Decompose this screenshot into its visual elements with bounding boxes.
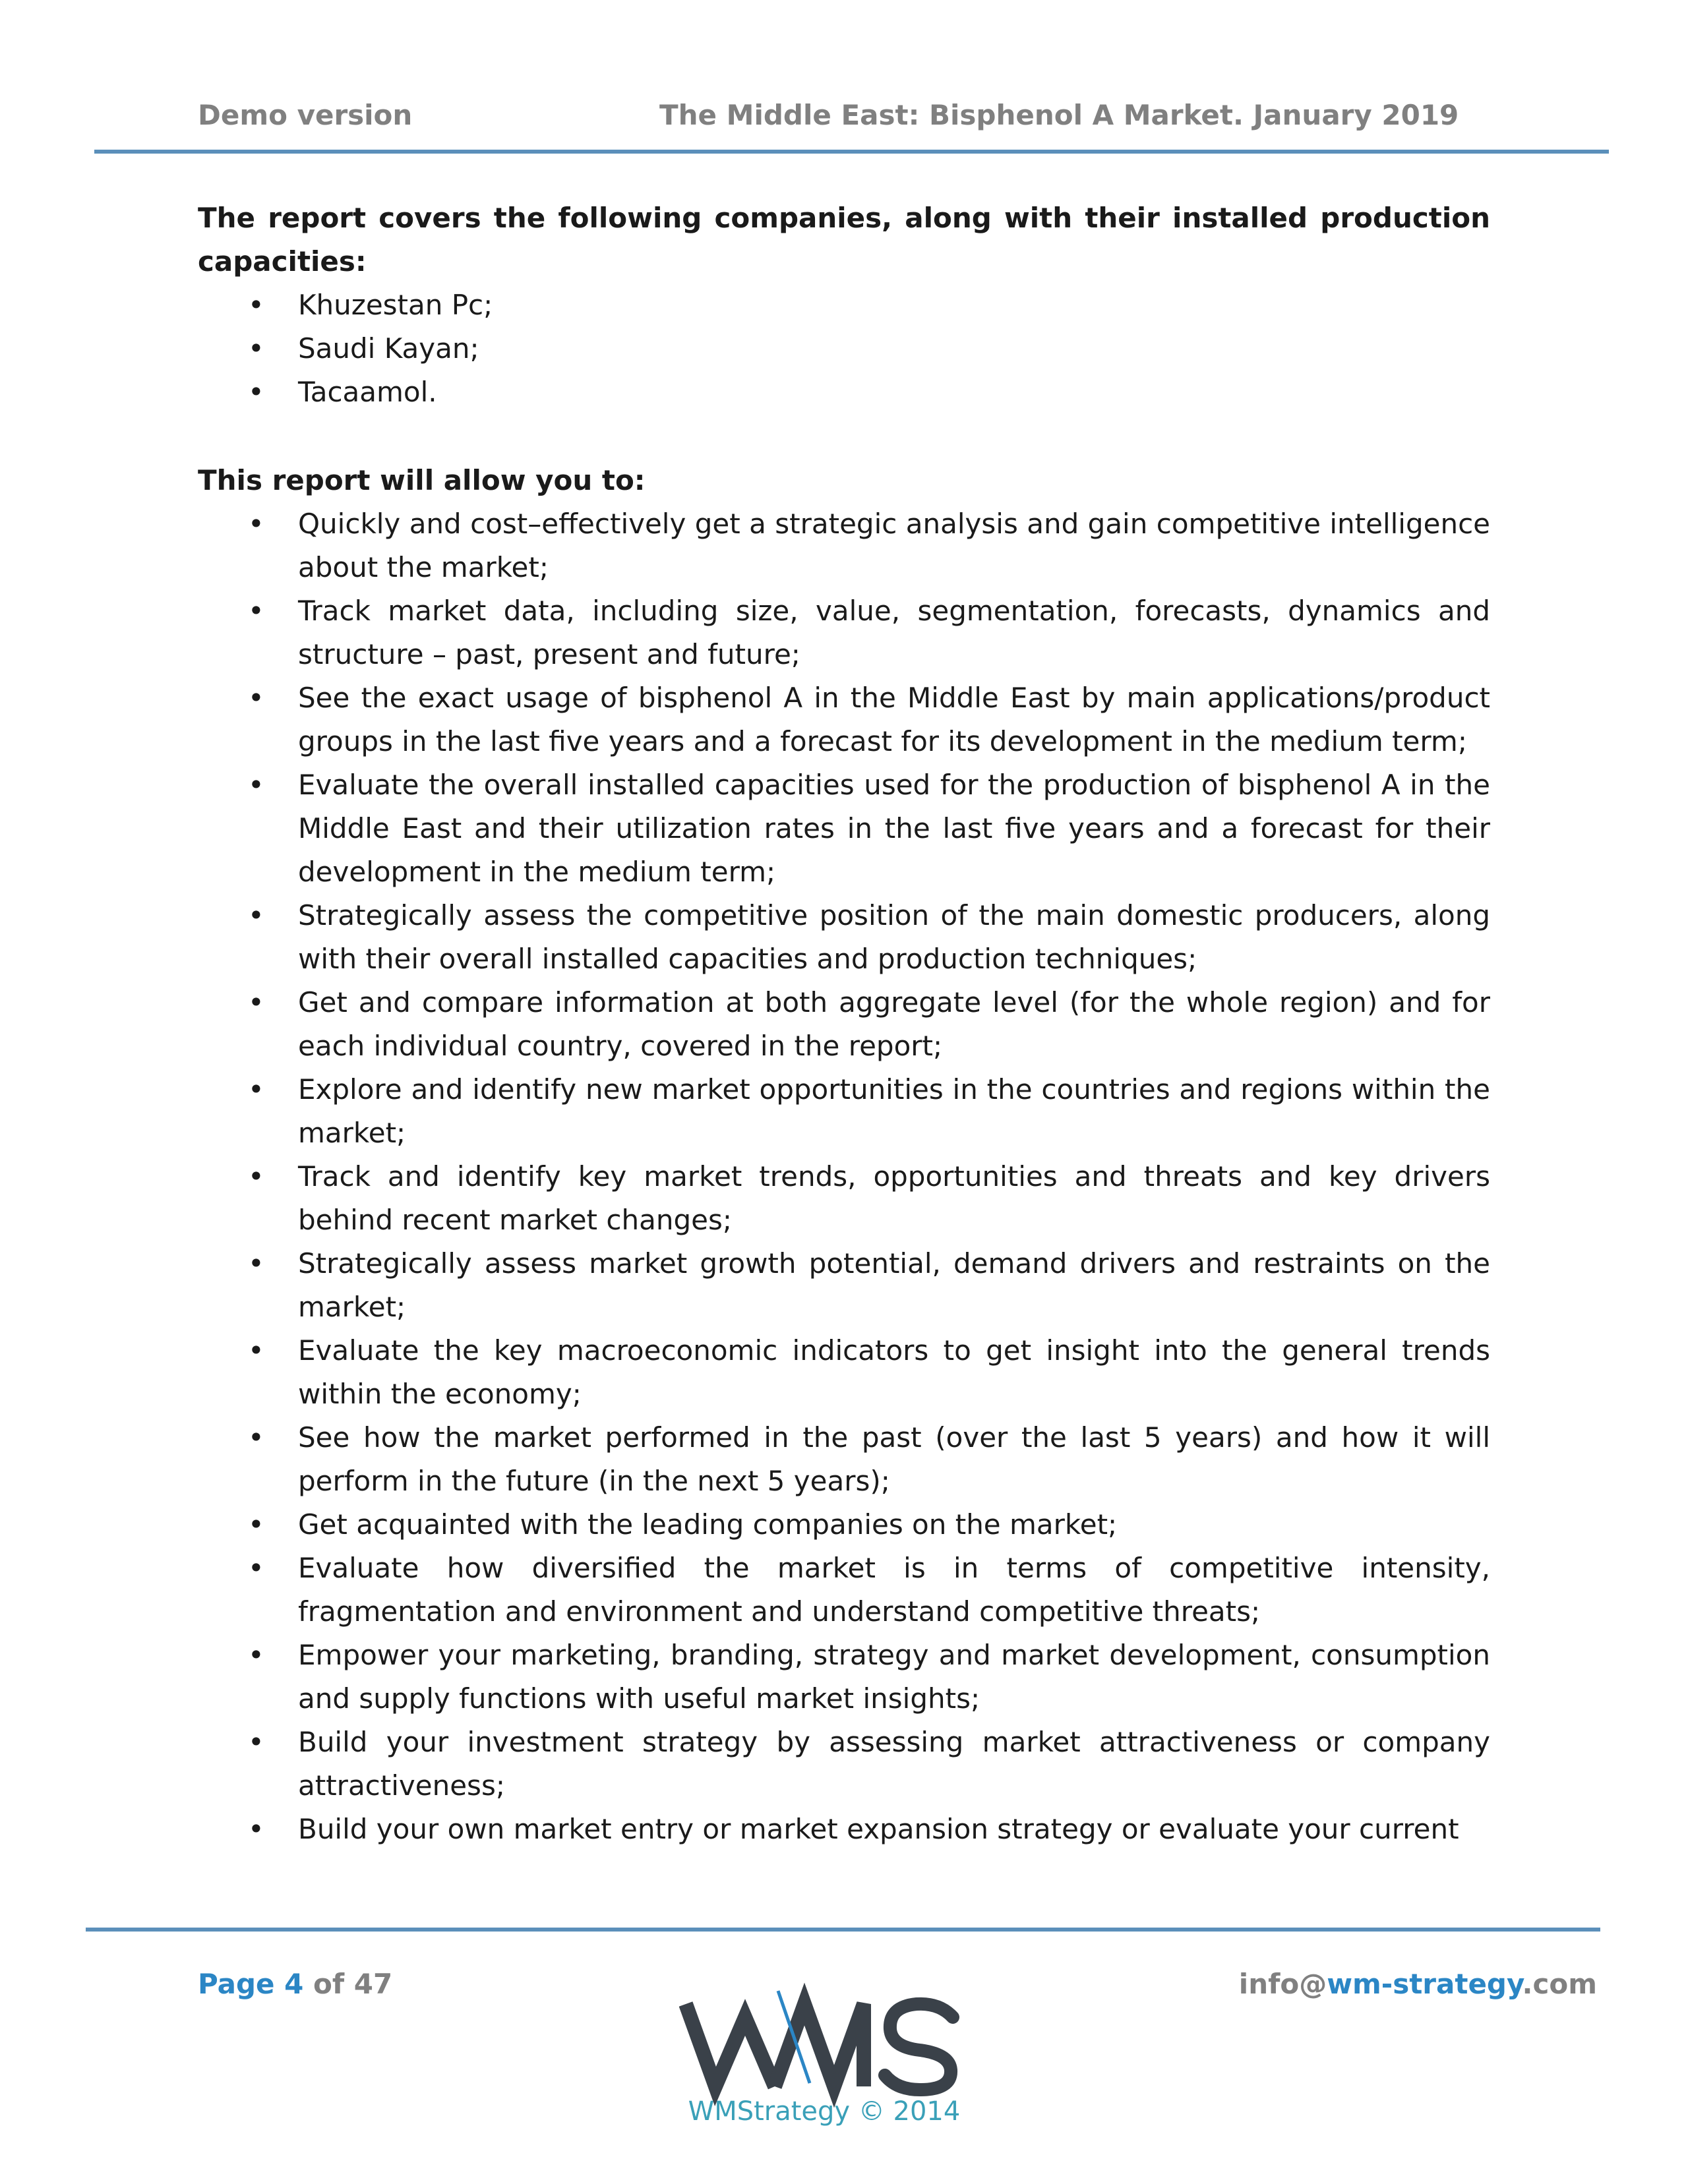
bullet-icon: • <box>248 595 264 627</box>
bullet-icon: • <box>248 899 264 931</box>
bullet-icon: • <box>248 332 264 365</box>
bullet-icon: • <box>248 1639 264 1671</box>
email-tld: .com <box>1522 1968 1597 2000</box>
list-item-text: Strategically assess the competitive position of the main domestic producers, along with their overall installed capacities and production techniques; <box>298 899 1490 975</box>
list-item-text: Strategically assess market growth potential, demand drivers and restraints on the market; <box>298 1247 1490 1323</box>
bullet-icon: • <box>248 289 264 321</box>
bullet-icon: • <box>248 1508 264 1541</box>
list-item-text: Khuzestan Pc; <box>298 289 493 321</box>
list-item-text: Evaluate the overall installed capacities used for the production of bisphenol A in the Middle East and their utilization rates in the last five years and a forecast for their development in the medium term; <box>298 769 1490 888</box>
list-item <box>198 327 1490 370</box>
bullet-icon: • <box>248 1160 264 1193</box>
list-item <box>198 763 1490 894</box>
bullet-icon: • <box>248 769 264 801</box>
list-item-text: See the exact usage of bisphenol A in the Middle East by main applications/product groups in the last five years and a forecast for its development in the medium term; <box>298 682 1490 757</box>
list-item <box>198 1634 1490 1721</box>
list-item <box>198 981 1490 1068</box>
demo-version-label: Demo version <box>198 99 413 131</box>
wms-logo <box>679 1978 963 2110</box>
list-item <box>198 1808 1490 1851</box>
bullet-icon: • <box>248 986 264 1018</box>
list-item-text: Empower your marketing, branding, strategy and market development, consumption and supply functions with useful market insights; <box>298 1639 1490 1715</box>
page-body <box>198 196 1490 1851</box>
list-item <box>198 1547 1490 1634</box>
list-item-text: Build your own market entry or market expansion strategy or evaluate your current <box>298 1813 1459 1845</box>
list-item-text: Evaluate the key macroeconomic indicators to get insight into the general trends within the economy; <box>298 1334 1490 1410</box>
bullet-icon: • <box>248 1813 264 1845</box>
bullet-icon: • <box>248 1552 264 1584</box>
footer-divider <box>86 1928 1600 1932</box>
bullet-icon: • <box>248 508 264 540</box>
bullet-icon: • <box>248 1247 264 1280</box>
list-item <box>198 894 1490 981</box>
list-item <box>198 589 1490 676</box>
contact-email[interactable] <box>1239 1968 1597 2000</box>
logo-caption: WMStrategy © 2014 <box>688 2096 961 2127</box>
document-title: The Middle East: Bisphenol A Market. January 2019 <box>659 99 1459 131</box>
list-item-text: Track and identify key market trends, opportunities and threats and key drivers behind recent market changes; <box>298 1160 1490 1236</box>
companies-intro: The report covers the following companies, along with their installed production capacities: <box>198 202 1490 278</box>
list-item-text: Tacaamol. <box>298 376 437 408</box>
list-item <box>198 676 1490 763</box>
list-item <box>198 283 1490 327</box>
page-header <box>198 99 1490 138</box>
page-word: Page <box>198 1968 275 2000</box>
list-item <box>198 1068 1490 1155</box>
benefits-list <box>198 502 1490 1851</box>
list-item <box>198 502 1490 589</box>
page-of: of <box>313 1968 345 2000</box>
list-item-text: Explore and identify new market opportunities in the countries and regions within the market; <box>298 1073 1490 1149</box>
list-item-text: Saudi Kayan; <box>298 332 479 365</box>
bullet-icon: • <box>248 1726 264 1758</box>
email-domain: wm-strategy <box>1327 1968 1522 2000</box>
list-item-text: Quickly and cost–effectively get a strategic analysis and gain competitive intelligence about the market; <box>298 508 1490 583</box>
list-item-text: Track market data, including size, value, segmentation, forecasts, dynamics and structure – past, present and future; <box>298 595 1490 670</box>
list-item <box>198 1721 1490 1808</box>
list-item-text: See how the market performed in the past (over the last 5 years) and how it will perform in the future (in the next 5 years); <box>298 1421 1490 1497</box>
list-item-text: Get and compare information at both aggregate level (for the whole region) and for each individual country, covered in the report; <box>298 986 1490 1062</box>
page-current: 4 <box>284 1968 304 2000</box>
bullet-icon: • <box>248 1334 264 1367</box>
email-user: info@ <box>1238 1968 1327 2000</box>
bullet-icon: • <box>248 682 264 714</box>
list-item <box>198 1416 1490 1503</box>
header-divider <box>94 150 1609 154</box>
page-total: 47 <box>353 1968 393 2000</box>
benefits-heading: This report will allow you to: <box>198 464 646 496</box>
page-number <box>198 1968 392 2000</box>
list-item-text: Build your investment strategy by assessing market attractiveness or company attractiveness; <box>298 1726 1490 1802</box>
companies-list <box>198 283 1490 414</box>
list-item-text: Evaluate how diversified the market is in terms of competitive intensity, fragmentation and environment and understand competitive threats; <box>298 1552 1490 1628</box>
list-item <box>198 370 1490 414</box>
bullet-icon: • <box>248 376 264 408</box>
list-item <box>198 1329 1490 1416</box>
list-item-text: Get acquainted with the leading companies on the market; <box>298 1508 1118 1541</box>
bullet-icon: • <box>248 1421 264 1454</box>
bullet-icon: • <box>248 1073 264 1106</box>
list-item <box>198 1503 1490 1547</box>
list-item <box>198 1242 1490 1329</box>
list-item <box>198 1155 1490 1242</box>
